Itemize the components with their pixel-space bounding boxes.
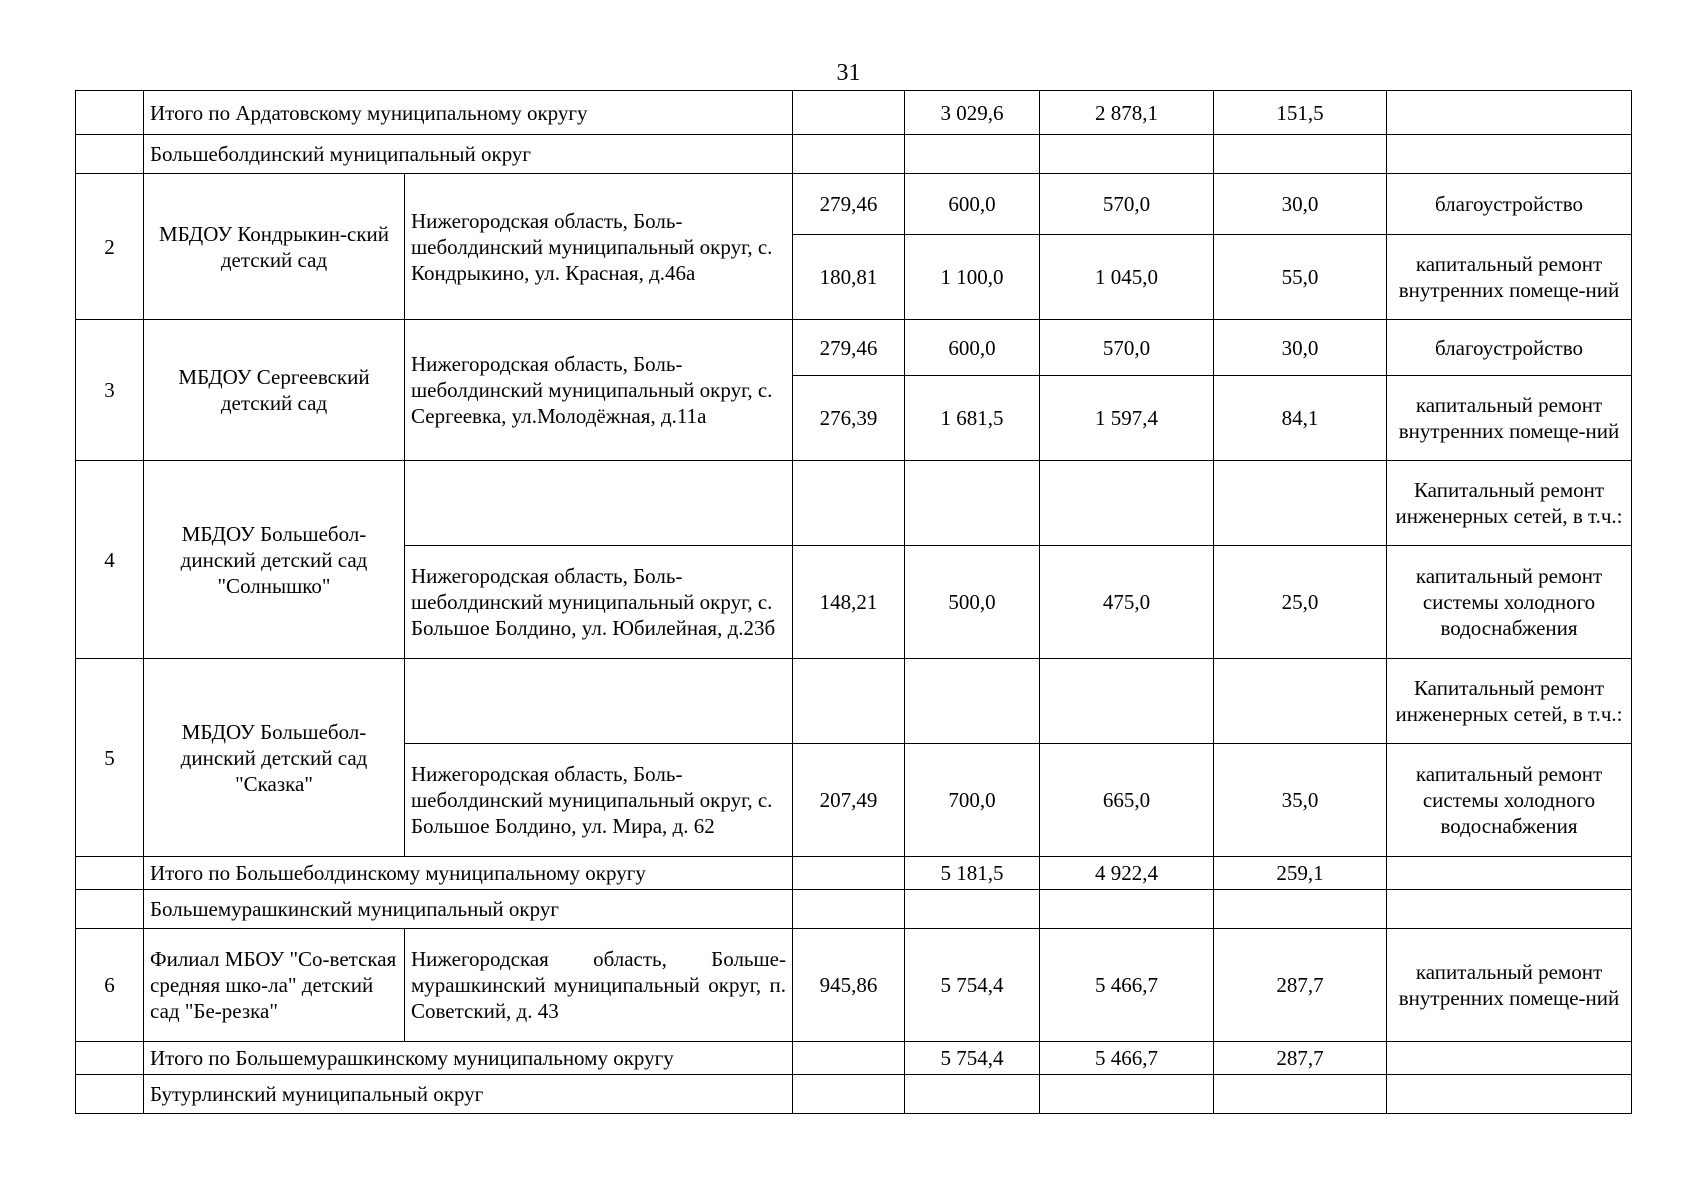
institution-address: Нижегородская область, Боль-шеболдинский муниципальный округ, с. Большое Болдино, ул. Мира, д. 62 <box>405 744 793 857</box>
work-type: Капитальный ремонт инженерных сетей, в т.ч.: <box>1387 659 1632 744</box>
regional-value: 570,0 <box>1040 174 1214 235</box>
total-label: Итого по Большеболдинскому муниципальному округу <box>144 857 793 890</box>
table-row <box>76 929 1632 1042</box>
row-number: 6 <box>76 929 144 1042</box>
district-name: Бутурлинский муниципальный округ <box>144 1075 793 1114</box>
local-value: 25,0 <box>1214 546 1387 659</box>
work-type: благоустройство <box>1387 320 1632 376</box>
district-total-row <box>76 1042 1632 1075</box>
total-value: 500,0 <box>905 546 1040 659</box>
regional-value: 1 045,0 <box>1040 235 1214 320</box>
work-type: капитальный ремонт внутренних помеще-ний <box>1387 376 1632 461</box>
total-local: 287,7 <box>1214 1042 1387 1075</box>
total-label: Итого по Ардатовскому муниципальному округу <box>144 91 793 135</box>
table-row <box>76 461 1632 546</box>
total-value: 1 681,5 <box>905 376 1040 461</box>
total-value: 600,0 <box>905 174 1040 235</box>
total-sum: 5 181,5 <box>905 857 1040 890</box>
regional-value: 570,0 <box>1040 320 1214 376</box>
work-type: капитальный ремонт внутренних помеще-ний <box>1387 235 1632 320</box>
district-header-row <box>76 135 1632 174</box>
total-label: Итого по Большемурашкинскому муниципальному округу <box>144 1042 793 1075</box>
row-number: 3 <box>76 320 144 461</box>
local-value: 84,1 <box>1214 376 1387 461</box>
total-regional: 2 878,1 <box>1040 91 1214 135</box>
area-value: 180,81 <box>793 235 905 320</box>
institution-name: МБДОУ Большебол-динский детский сад "Сказка" <box>144 659 405 857</box>
table-row <box>76 659 1632 744</box>
institution-address: Нижегородская область, Боль-шеболдинский муниципальный округ, с. Сергеевка, ул.Молодёжная, д.11а <box>405 320 793 461</box>
row-number: 2 <box>76 174 144 320</box>
funding-table <box>75 90 1632 1114</box>
total-local: 259,1 <box>1214 857 1387 890</box>
institution-name: Филиал МБОУ "Со-ветская средняя шко-ла" детский сад "Бе-резка" <box>144 929 405 1042</box>
institution-name: МБДОУ Сергеевский детский сад <box>144 320 405 461</box>
district-name: Большемурашкинский муниципальный округ <box>144 890 793 929</box>
area-value: 148,21 <box>793 546 905 659</box>
row-number: 4 <box>76 461 144 659</box>
table-row <box>76 174 1632 235</box>
regional-value: 1 597,4 <box>1040 376 1214 461</box>
work-type: капитальный ремонт внутренних помеще-ний <box>1387 929 1632 1042</box>
total-local: 151,5 <box>1214 91 1387 135</box>
total-regional: 5 466,7 <box>1040 1042 1214 1075</box>
institution-address: Нижегородская область, Больше-мурашкинский муниципальный округ, п. Советский, д. 43 <box>405 929 793 1042</box>
institution-address: Нижегородская область, Боль-шеболдинский муниципальный округ, с. Большое Болдино, ул. Юбилейная, д.23б <box>405 546 793 659</box>
institution-address: Нижегородская область, Боль-шеболдинский муниципальный округ, с. Кондрыкино, ул. Красная, д.46а <box>405 174 793 320</box>
regional-value: 5 466,7 <box>1040 929 1214 1042</box>
local-value: 35,0 <box>1214 744 1387 857</box>
institution-name: МБДОУ Большебол-динский детский сад "Солнышко" <box>144 461 405 659</box>
regional-value: 475,0 <box>1040 546 1214 659</box>
work-type: капитальный ремонт системы холодного водоснабжения <box>1387 744 1632 857</box>
local-value: 287,7 <box>1214 929 1387 1042</box>
work-type: Капитальный ремонт инженерных сетей, в т.ч.: <box>1387 461 1632 546</box>
district-total-row <box>76 857 1632 890</box>
work-type: благоустройство <box>1387 174 1632 235</box>
table-row <box>76 320 1632 376</box>
district-total-row <box>76 91 1632 135</box>
row-number: 5 <box>76 659 144 857</box>
total-regional: 4 922,4 <box>1040 857 1214 890</box>
institution-name: МБДОУ Кондрыкин-ский детский сад <box>144 174 405 320</box>
regional-value: 665,0 <box>1040 744 1214 857</box>
total-sum: 3 029,6 <box>905 91 1040 135</box>
work-type: капитальный ремонт системы холодного водоснабжения <box>1387 546 1632 659</box>
district-header-row <box>76 890 1632 929</box>
total-value: 600,0 <box>905 320 1040 376</box>
local-value: 30,0 <box>1214 320 1387 376</box>
local-value: 30,0 <box>1214 174 1387 235</box>
local-value: 55,0 <box>1214 235 1387 320</box>
district-header-row <box>76 1075 1632 1114</box>
page-number: 31 <box>836 60 861 86</box>
area-value: 207,49 <box>793 744 905 857</box>
total-value: 5 754,4 <box>905 929 1040 1042</box>
area-value: 279,46 <box>793 320 905 376</box>
total-sum: 5 754,4 <box>905 1042 1040 1075</box>
total-value: 1 100,0 <box>905 235 1040 320</box>
area-value: 279,46 <box>793 174 905 235</box>
area-value: 276,39 <box>793 376 905 461</box>
district-name: Большеболдинский муниципальный округ <box>144 135 793 174</box>
total-value: 700,0 <box>905 744 1040 857</box>
area-value: 945,86 <box>793 929 905 1042</box>
